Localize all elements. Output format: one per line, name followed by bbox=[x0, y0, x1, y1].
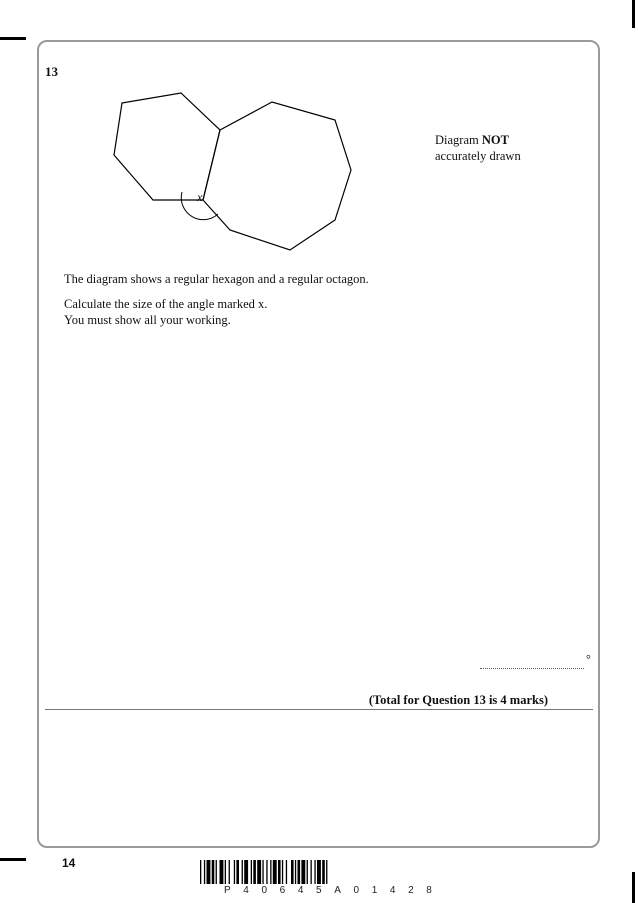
question-number: 13 bbox=[45, 64, 58, 79]
barcode-bar bbox=[244, 860, 248, 884]
barcode-char: 2 bbox=[408, 885, 414, 896]
barcode-char: 4 bbox=[297, 885, 304, 896]
barcode-bar bbox=[257, 860, 261, 884]
barcode-bar bbox=[301, 860, 305, 884]
barcode-char: 0 bbox=[261, 885, 268, 896]
barcode-bar bbox=[242, 860, 243, 884]
diagram-note bbox=[435, 132, 521, 164]
barcode-bar bbox=[262, 860, 263, 884]
barcode-char: 8 bbox=[426, 885, 432, 896]
crop-mark-top-left bbox=[0, 37, 26, 40]
barcode-bar bbox=[220, 860, 224, 884]
barcode-bar bbox=[225, 860, 226, 884]
barcode-bar bbox=[273, 860, 277, 884]
barcode-char: P bbox=[224, 885, 231, 896]
barcode-char: 4 bbox=[389, 885, 396, 896]
barcode-bar bbox=[314, 860, 315, 884]
barcode-bar bbox=[317, 860, 321, 884]
barcode-char: 5 bbox=[316, 885, 322, 896]
barcode-char: A bbox=[334, 885, 341, 896]
barcode-bar bbox=[311, 860, 312, 884]
barcode-char: 0 bbox=[353, 885, 360, 896]
crop-mark-top-right bbox=[632, 0, 635, 28]
page-number: 14 bbox=[62, 856, 76, 870]
regular-hexagon bbox=[114, 93, 220, 200]
barcode-bar bbox=[307, 860, 308, 884]
angle-x-label: x bbox=[197, 190, 203, 204]
barcode-bar bbox=[270, 860, 271, 884]
divider-line bbox=[45, 709, 593, 710]
question-line-2: Calculate the size of the angle marked x. bbox=[64, 297, 268, 311]
barcode-bar bbox=[266, 860, 267, 884]
hexagon-octagon-diagram bbox=[100, 80, 360, 260]
degree-symbol: ° bbox=[586, 652, 591, 666]
barcode-bar bbox=[229, 860, 230, 884]
barcode-bar bbox=[251, 860, 252, 884]
barcode-bar bbox=[253, 860, 256, 884]
barcode-bar bbox=[236, 860, 239, 884]
barcode-bar bbox=[200, 860, 201, 884]
barcode-bar bbox=[298, 860, 301, 884]
barcode-bar bbox=[212, 860, 215, 884]
note-suffix: accurately drawn bbox=[435, 149, 521, 163]
barcode-char: 6 bbox=[279, 885, 286, 896]
barcode bbox=[200, 860, 448, 884]
answer-line[interactable] bbox=[480, 668, 584, 669]
crop-mark-bottom-left bbox=[0, 858, 26, 861]
barcode-bar bbox=[204, 860, 205, 884]
barcode-bar bbox=[322, 860, 325, 884]
barcode-bar bbox=[286, 860, 287, 884]
question-line-1: The diagram shows a regular hexagon and a regular octagon. bbox=[64, 272, 369, 286]
barcode-bar bbox=[216, 860, 217, 884]
question-line-3: You must show all your working. bbox=[64, 313, 231, 327]
crop-mark-bottom-right bbox=[632, 872, 635, 903]
barcode-bar bbox=[291, 860, 294, 884]
note-bold: NOT bbox=[481, 133, 509, 147]
barcode-bar bbox=[278, 860, 281, 884]
barcode-char: 1 bbox=[371, 885, 378, 896]
barcode-text bbox=[200, 885, 448, 896]
barcode-bar bbox=[234, 860, 235, 884]
note-prefix: Diagram bbox=[435, 133, 479, 147]
total-marks: (Total for Question 13 is 4 marks) bbox=[368, 693, 548, 707]
barcode-bar bbox=[207, 860, 211, 884]
barcode-bar bbox=[326, 860, 327, 884]
barcode-char: 4 bbox=[243, 885, 249, 896]
regular-octagon bbox=[203, 102, 351, 250]
barcode-bar bbox=[295, 860, 296, 884]
barcode-bar bbox=[282, 860, 283, 884]
